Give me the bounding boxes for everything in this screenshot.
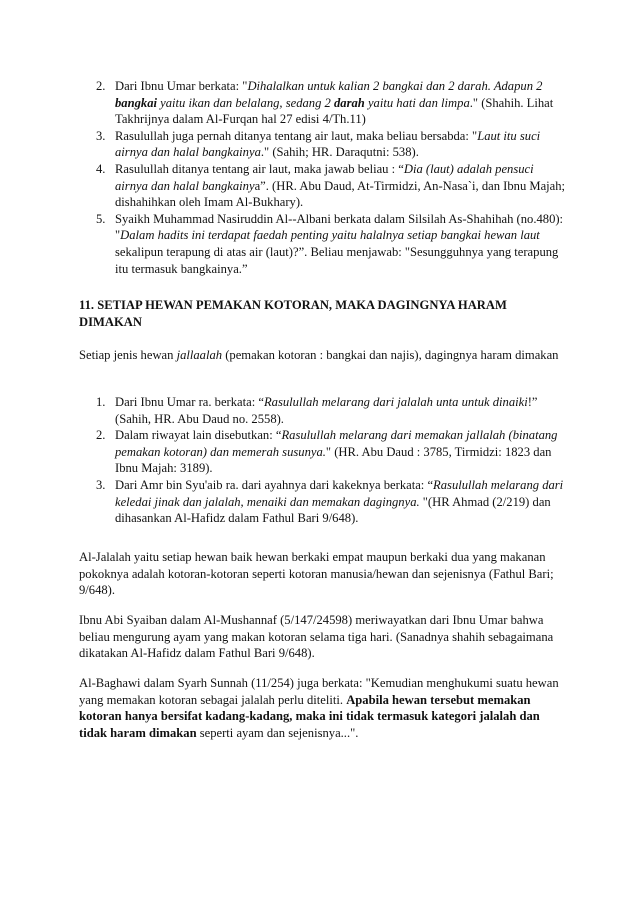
section-intro (79, 347, 567, 364)
text-run: Dalam hadits ini terdapat faedah penting yaitu halalnya setiap bangkai hewan laut (120, 228, 540, 243)
text-run: Dia (laut) adalah pensuci airnya dan halal bangkainy (115, 161, 534, 193)
list-number: 5. (96, 211, 106, 226)
list-number: 4. (96, 161, 106, 176)
item-text (115, 129, 540, 160)
item-text (115, 162, 565, 209)
list-item (79, 427, 567, 477)
text-run: Dari Ibnu Umar ra. berkata: “ (115, 395, 264, 409)
text-run: Rasulullah melarang dari memakan jallalah (binatang pemakan kotoran) dan memerah susunya. (115, 428, 558, 459)
text-run: Rasulullah melarang dari jalalah unta untuk dinaiki (263, 395, 528, 409)
text-run: Rasulullah juga pernah ditanya tentang air laut, maka beliau bersabda: " (115, 128, 478, 143)
text-run: yaitu ikan dan belalang, sedang 2 (157, 95, 334, 110)
list-number: 2. (96, 428, 106, 443)
text-run: ." (Shahih. Lihat Takhrijnya dalam Al-Furqan hal 27 edisi 4/Th.11) (115, 95, 554, 127)
item-text (115, 428, 557, 475)
text-run: sekalipun terapung di atas air (laut)?”. Beliau menjawab: "Sesungguhnya yang terapung itu termasuk bangkainya.” (115, 244, 559, 276)
text-run: Syaikh Muhammad Nasiruddin Al--Albani berkata dalam Silsilah As-Shahihah (no.480): " (115, 211, 564, 243)
list-item (79, 211, 567, 277)
list-item (79, 394, 567, 427)
text-run: Rasulullah ditanya tentang air laut, maka jawab beliau : “ (115, 161, 404, 176)
text-run: seperti ayam dan sejenisnya...". (196, 725, 359, 740)
list-number: 1. (96, 395, 106, 409)
paragraph-al-baghawi (79, 675, 567, 741)
text-run: Dalam riwayat lain disebutkan: “ (115, 428, 282, 443)
text-run: Setiap jenis hewan (79, 348, 177, 362)
text-run: a”. (HR. Abu Daud, At-Tirmidzi, An-Nasa`i, dan Ibnu Majah; dishahihkan oleh Imam Al-Bukhary). (115, 178, 566, 210)
text-run: Al-Baghawi dalam Syarh Sunnah (11/254) juga berkata: "Kemudian menghukumi suatu hewan yang memakan kotoran sebagai jalalah perlu diteliti. (79, 676, 559, 707)
item-text (115, 478, 563, 525)
text-run: Ibnu Abi Syaiban dalam Al-Mushannaf (5/147/24598) meriwayatkan dari Ibnu Umar bahwa beliau mengurung ayam yang makan kotoran selama tiga hari. (Sanadnya shahih sebagaimana dikatakan Al-Hafidz dalam Fathul Bari 9/648). (79, 613, 554, 661)
item-text (115, 79, 553, 126)
text-run: darah (334, 95, 365, 110)
text-run: Al-Jalalah yaitu setiap hewan baik hewan berkaki empat maupun berkaki dua yang makanan pokoknya adalah kotoran-kotoran seperti kotoran manusia/hewan dan sejenisnya (Fathul Bari; 9/648). (79, 550, 554, 598)
hadith-list-laut (79, 78, 567, 277)
list-item (79, 128, 567, 161)
list-item (79, 78, 567, 128)
hadith-list-jalalah (79, 394, 567, 527)
section-heading: 11. SETIAP HEWAN PEMAKAN KOTORAN, MAKA DAGINGNYA HARAM DIMAKAN (79, 298, 507, 329)
text-run: Dari Ibnu Umar berkata: " (115, 79, 248, 93)
text-run: "(HR Ahmad (2/219) dan dihasankan Al-Hafidz dalam Fathul Bari 9/648). (115, 494, 551, 526)
text-run: Rasulullah melarang dari keledai jinak dan jalalah, menaiki dan memakan dagingnya. (115, 477, 564, 509)
item-text (115, 212, 563, 276)
text-run: yaitu hati dan limpa (364, 95, 470, 110)
text-run: !” (Sahih, HR. Abu Daud no. 2558). (115, 395, 538, 426)
list-number: 3. (96, 128, 106, 143)
text-run: Laut itu suci airnya dan halal bangkainya (115, 128, 541, 160)
text-run: bangkai (115, 95, 157, 110)
text-run: Dari Amr bin Syu'aib ra. dari ayahnya dari kakeknya berkata: “ (115, 477, 434, 492)
text-run: (pemakan kotoran : bangkai dan najis), dagingnya haram dimakan (222, 348, 559, 362)
list-number: 3. (96, 477, 106, 492)
paragraph-al-jalalah (79, 549, 567, 599)
list-item (79, 161, 567, 211)
list-item (79, 477, 567, 527)
text-run: " (HR. Abu Daud : 3785, Tirmidzi: 1823 dan Ibnu Majah: 3189). (115, 444, 552, 476)
text-run: Apabila hewan tersebut memakan kotoran hanya bersifat kadang-kadang, maka ini tidak termasuk kategori jalalah dan tidak haram dimakan (79, 692, 540, 740)
text-run: jallaalah (176, 348, 223, 362)
text-run: ." (Sahih; HR. Daraqutni: 538). (260, 145, 419, 160)
text-run: Dihalalkan untuk kalian 2 bangkai dan 2 darah. Adapun 2 (247, 79, 543, 93)
list-number: 2. (96, 79, 106, 93)
paragraph-ibnu-abi-syaiban (79, 612, 567, 662)
item-text (115, 395, 538, 426)
